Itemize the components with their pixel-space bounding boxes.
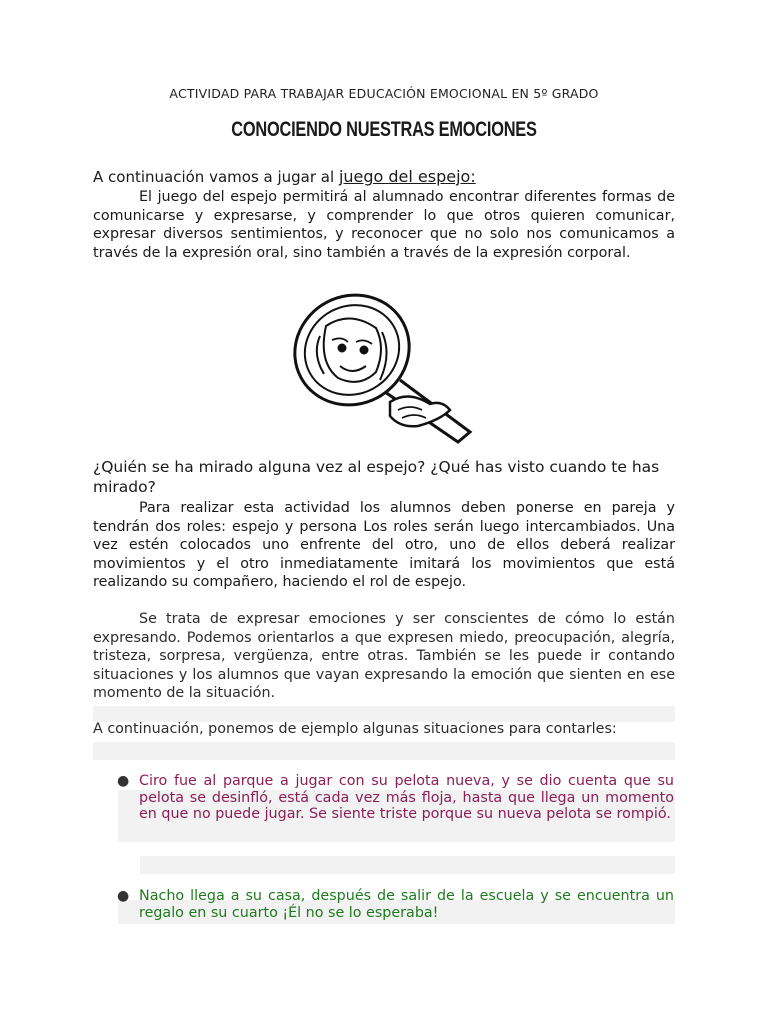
paragraph-text: El juego del espejo permitirá al alumnado encontrar diferentes formas de comunicarse y expresarse, y comprender lo que otros quieren comunicar, expresar diversos sentimientos, y reconocer que no solo nos comunicamos a través de la expresión oral, sino también a través de la expresión corporal. <box>93 189 675 261</box>
mirror-illustration <box>290 292 480 454</box>
intro-lead: A continuación vamos a jugar al <box>93 168 339 186</box>
game-name: juego del espejo: <box>338 167 476 186</box>
situation-item-surprise: Nacho llega a su casa, después de salir de la escuela y se encuentra un regalo en su cuarto ¡Él no se lo esperaba! <box>139 888 674 921</box>
paragraph-emotions <box>93 610 675 703</box>
page-title: CONOCIENDO NUESTRAS EMOCIONES <box>231 118 537 141</box>
paragraph-game-description <box>93 188 675 262</box>
bullet-marker: ● <box>117 888 130 904</box>
question-heading: ¿Quién se ha mirado alguna vez al espejo? ¿Qué has visto cuando te has mirado? <box>93 458 660 496</box>
paragraph-text: Se trata de expresar emociones y ser conscientes de cómo lo están expresando. Podemos orientarlos a que expresen miedo, preocupación, alegría, tristeza, sorpresa, vergüenza, entre otras. También se les puede ir contando situaciones y los alumnos que vayan expresando la emoción que sienten en ese momento de la situación. <box>93 611 675 702</box>
paragraph-text: Para realizar esta actividad los alumnos deben ponerse en pareja y tendrán dos roles: espejo y persona Los roles serán luego intercambiados. Una vez estén colocados uno enfrente del otro, uno de ellos deberá realizar movimientos y el otro inmediatamente imitará los movimientos que está realizando su compañero, haciendo el rol de espejo. <box>93 500 675 591</box>
intro-line <box>93 167 683 187</box>
situation-item-sad: Ciro fue al parque a jugar con su pelota nueva, y se dio cuenta que su pelota se desinfló, está cada vez más floja, hasta que llega un momento en que no puede jugar. Se siente triste porque su nueva pelota se rompió. <box>139 773 674 822</box>
paragraph-examples-intro: A continuación, ponemos de ejemplo algunas situaciones para contarles: <box>93 721 617 737</box>
highlight-band <box>93 742 675 760</box>
highlight-band <box>140 856 675 874</box>
paragraph-instructions <box>93 499 675 592</box>
bullet-marker: ● <box>117 773 130 789</box>
activity-subtitle: ACTIVIDAD PARA TRABAJAR EDUCACIÓN EMOCIONAL EN 5º GRADO <box>169 86 599 101</box>
